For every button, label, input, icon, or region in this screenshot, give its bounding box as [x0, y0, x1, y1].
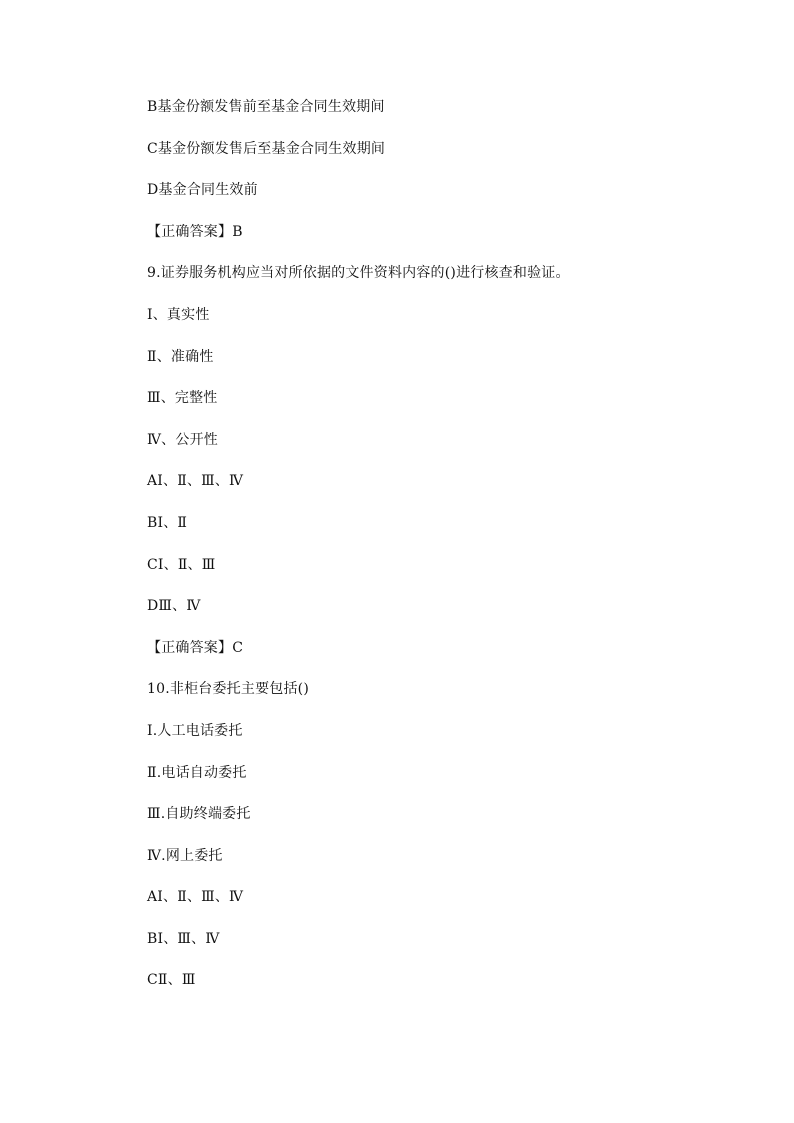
item-line: Ⅳ、公开性: [147, 431, 218, 448]
item-line: Ⅲ、完整性: [147, 390, 218, 407]
question-line: 9.证券服务机构应当对所依据的文件资料内容的()进行核查和验证。: [147, 265, 570, 282]
question-text-block: [147, 96, 767, 1011]
option-line: CⅡ、Ⅲ: [147, 972, 196, 989]
option-line: B基金份额发售前至基金合同生效期间: [147, 99, 385, 115]
option-line: CⅠ、Ⅱ、Ⅲ: [147, 556, 216, 573]
option-line: AⅠ、Ⅱ、Ⅲ、Ⅳ: [147, 889, 244, 906]
correct-answer-line: 【正确答案】C: [147, 639, 244, 656]
question-line: 10.非柜台委托主要包括(): [147, 681, 309, 698]
option-line: BⅠ、Ⅲ、Ⅳ: [147, 930, 220, 947]
option-line: AⅠ、Ⅱ、Ⅲ、Ⅳ: [147, 473, 244, 490]
option-line: DⅢ、Ⅳ: [147, 598, 201, 615]
option-line: D基金合同生效前: [147, 182, 258, 199]
correct-answer-line: 【正确答案】B: [147, 223, 243, 240]
item-line: Ⅰ、真实性: [147, 306, 210, 323]
option-line: C基金份额发售后至基金合同生效期间: [147, 140, 386, 157]
item-line: Ⅲ.自助终端委托: [147, 806, 251, 823]
item-line: Ⅳ.网上委托: [147, 847, 223, 864]
option-line: BⅠ、Ⅱ: [147, 514, 188, 531]
item-line: Ⅱ、准确性: [147, 348, 214, 365]
item-line: Ⅰ.人工电话委托: [147, 722, 243, 739]
item-line: Ⅱ.电话自动委托: [147, 764, 247, 781]
